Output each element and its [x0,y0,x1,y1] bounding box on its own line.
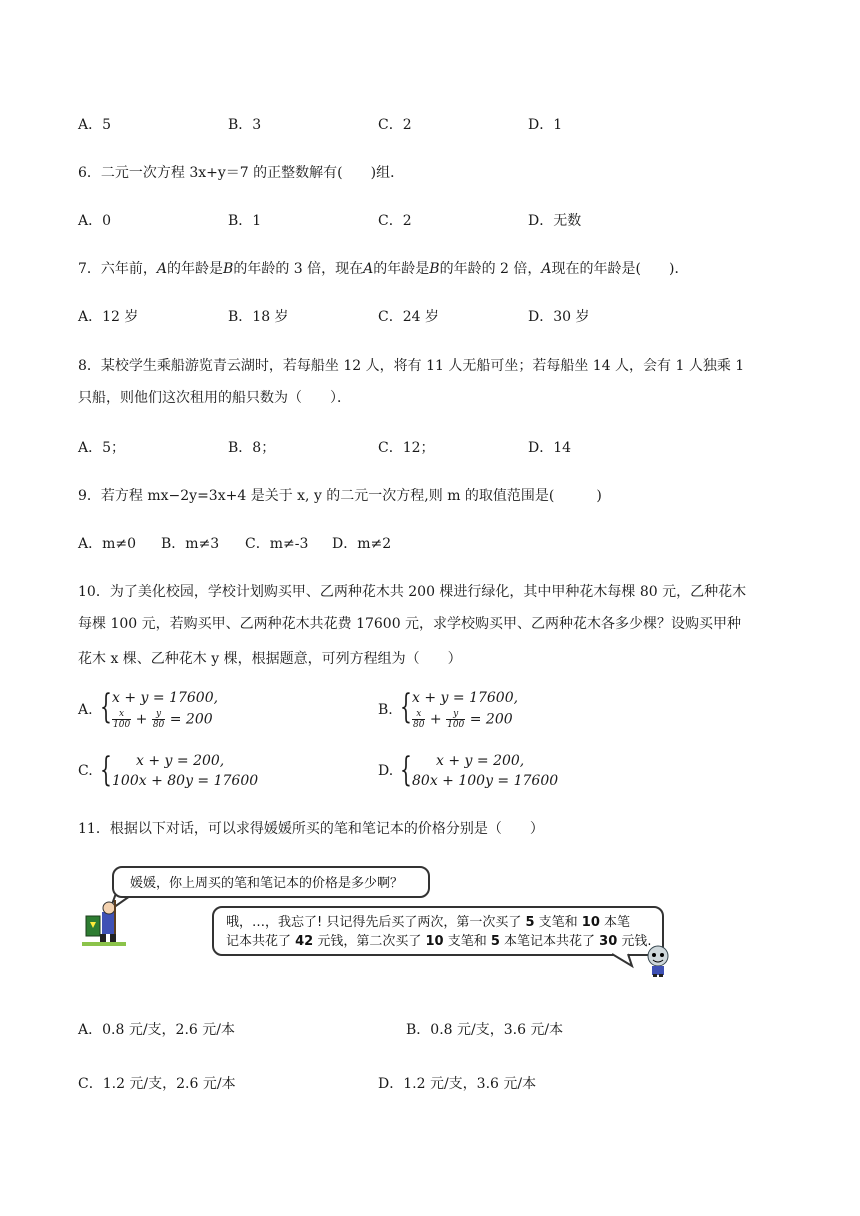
q6-option-d: D．无数 [528,213,582,229]
numerator: y [446,709,465,720]
fraction [152,709,165,730]
q10-stem-line3: 花木 x 棵、乙种花木 y 棵，根据题意，可列方程组为（ ） [78,651,462,667]
bubble-text: 媛媛，你上周买的笔和笔记本的价格是多少啊？ [130,876,404,891]
bubble-text: 本笔 [599,915,631,930]
q10-option-c-label: C. [78,763,93,779]
bubble-line [226,913,652,932]
q9-stem: 9．若方程 mx−2y=3x+4 是关于 x, y 的二元一次方程,则 m 的取值范围是( ) [78,488,602,504]
equation: x + y = 200, [436,753,525,769]
q8-option-a: A．5； [78,440,126,456]
q11-option-a: A．0.8 元/支，2.6 元/本 [78,1022,235,1038]
bubble-text: 元钱. [617,934,652,949]
q5-option-c: C．2 [378,117,412,133]
equation-rhs: = 200 [469,711,513,728]
left-brace-icon: { [400,687,412,727]
left-brace-icon: { [100,687,112,727]
q8-stem-line2: 只船，则他们这次租用的船只数为（ ）． [78,390,351,406]
q7-stem-part: 的年龄的 2 倍， [439,261,542,277]
bubble-number: 5 [525,915,535,930]
q8-option-c: C．12； [378,440,435,456]
q7-var-b: B [223,261,234,277]
q7-option-a: A．12 岁 [78,309,139,325]
q7-option-d: D．30 岁 [528,309,590,325]
q7-var-a: A [363,261,374,277]
q7-var-a: A [541,261,552,277]
equation: 100x + 80y = 17600 [112,773,259,789]
numerator: y [152,709,165,720]
equation: x + y = 200, [136,753,225,769]
denominator: 80 [413,720,425,730]
q7-stem-part: 的年龄是 [167,261,224,277]
fraction [446,709,465,730]
q10-stem-line2: 每棵 100 元，若购买甲、乙两种花木共花费 17600 元，求学校购买甲、乙两种花木各多少棵？设购买甲种 [78,616,742,632]
bubble-number: 10 [425,934,444,949]
q10-option-a-system [112,688,218,730]
q11-option-d: D．1.2 元/支，3.6 元/本 [378,1076,537,1092]
teacher-character-icon [82,898,132,948]
bubble-number: 5 [490,934,500,949]
q6-option-b: B．1 [228,213,262,229]
q11-stem: 11．根据以下对话，可以求得媛媛所买的笔和笔记本的价格分别是（ ） [78,821,544,837]
q5-option-d: D．1 [528,117,563,133]
q9-option-c: C．m≠-3 [245,536,309,552]
left-brace-icon: { [100,750,112,790]
bubble-number: 30 [599,934,618,949]
q8-option-b: B．8； [228,440,276,456]
speech-bubble-student [212,906,664,956]
q11-option-c: C．1.2 元/支，2.6 元/本 [78,1076,236,1092]
numerator: x [412,709,425,720]
numerator: x [112,709,131,720]
q7-option-b: B．18 岁 [228,309,289,325]
denominator: 100 [447,720,465,730]
q9-option-b: B．m≠3 [161,536,220,552]
q8-option-d: D．14 [528,440,572,456]
q5-option-a: A．5 [78,117,112,133]
equation-rhs: = 200 [169,711,213,728]
q6-option-a: A．0 [78,213,112,229]
q10-option-b-system [412,688,518,730]
q7-stem-part: 现在的年龄是( )． [551,261,689,277]
denominator: 80 [152,720,165,730]
equation: x + y = 17600, [412,690,519,706]
equation: $\frac{x}{80}$ + $\frac{y}{100}$ = 200 [413,709,513,730]
equation: $\frac{x}{100}$ + $\frac{y}{80}$ = 200 [113,709,213,730]
q7-stem-part: 的年龄是 [373,261,430,277]
student-character-icon [644,944,672,978]
q10-option-d-system [412,751,558,791]
left-brace-icon: { [400,750,412,790]
q10-option-c-system [112,751,258,791]
equation: 80x + 100y = 17600 [412,773,559,789]
bubble-number: 10 [581,915,600,930]
q7-stem [78,258,688,278]
bubble-number: 42 [295,934,314,949]
bubble-text: 支笔和 [443,934,491,949]
bubble-text: 哦，…，我忘了! 只记得先后买了两次，第一次买了 [226,915,526,930]
q11-option-b: B．0.8 元/支，3.6 元/本 [406,1022,564,1038]
equation: x + y = 17600, [112,690,219,706]
denominator: 100 [113,720,131,730]
q7-option-c: C．24 岁 [378,309,439,325]
bubble-text: 支笔和 [534,915,582,930]
speech-bubble-tail [612,952,642,970]
q10-option-d-label: D. [378,763,394,779]
bubble-text: 记本共花了 [226,934,296,949]
q9-option-a: A．m≠0 [78,536,137,552]
bubble-line [226,932,652,951]
q10-stem-line1: 10．为了美化校园，学校计划购买甲、乙两种花木共 200 棵进行绿化，其中甲种花木每棵 80 元，乙种花木 [78,584,747,600]
q6-option-c: C．2 [378,213,412,229]
q7-stem-part: 7．六年前， [78,261,157,277]
q7-var-a: A [156,261,168,277]
q7-var-b: B [429,261,440,277]
q5-option-b: B．3 [228,117,262,133]
bubble-text: 元钱，第二次买了 [313,934,426,949]
bubble-text: 本笔记本共花了 [499,934,600,949]
q6-stem: 6．二元一次方程 3x+y＝7 的正整数解有( )组． [78,165,405,181]
fraction [112,709,131,730]
q7-stem-part: 的年龄的 3 倍，现在 [233,261,364,277]
fraction [412,709,425,730]
q10-option-a-label: A. [78,702,93,718]
q9-option-d: D．m≠2 [332,536,392,552]
speech-bubble-teacher [112,866,430,898]
q10-option-b-label: B. [378,702,393,718]
q8-stem-line1: 8．某校学生乘船游览青云湖时，若每船坐 12 人，将有 11 人无船可坐；若每船坐 14 人，会有 1 人独乘 1 [78,358,745,374]
